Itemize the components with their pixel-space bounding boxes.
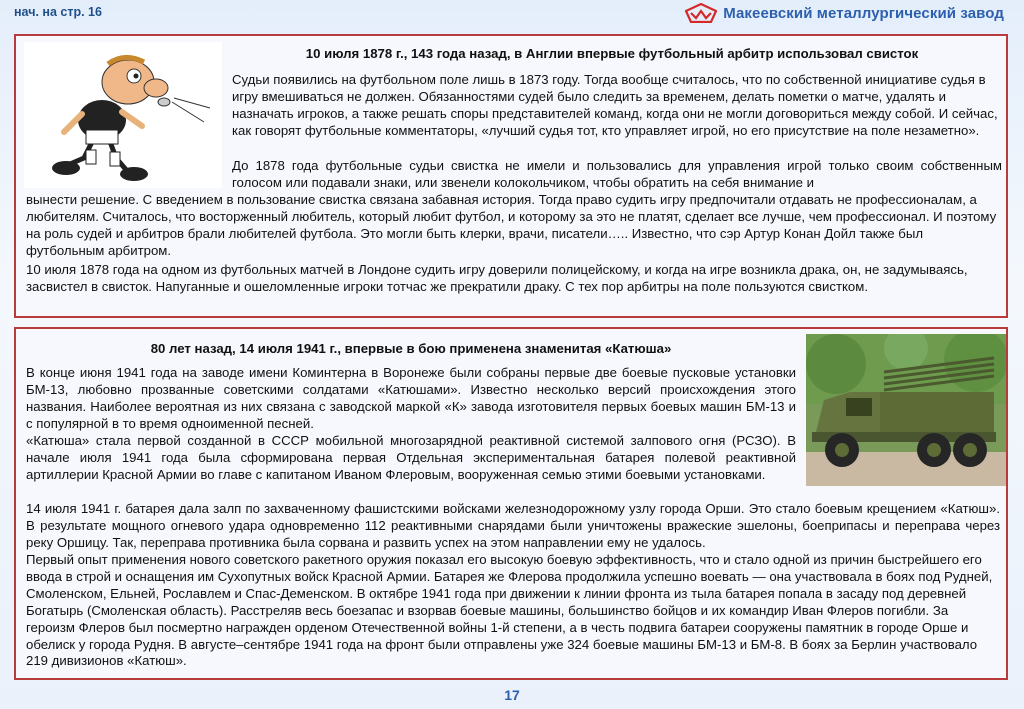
article-1-paragraph-2b: вынести решение. С введением в пользование свистка связана забавная история. Тогда право судить игру предпочитали отдавать не профессионалам, а любителям. Считалось, что восторженный любитель, который любит футбол, и которому за это не платят, сделает все лучше, чем профессионал. И поэтому на роль судей и арбитров брали любителей футбола. Это могли быть клерки, врачи, писатели….. Известно, что сэр Артур Конан Дойл также был футбольным арбитром. bbox=[26, 192, 997, 258]
referee-cartoon-image bbox=[24, 42, 222, 188]
brand-header bbox=[685, 3, 1004, 23]
article-2-paragraph-1: В конце июня 1941 года на заводе имени Коминтерна в Воронеже были собраны первые две боевые пусковые установки БМ-13, любовно прозванные советскими солдатами «Катюшами». Известно несколько версий происхождения этого названия. Наиболее вероятная из них связана с заводской маркой «К» завода изготовителя первых боевых машин БМ-13 и с популярной в то время одноименной песней. bbox=[26, 365, 796, 431]
article-1-paragraph-3: 10 июля 1878 года на одном из футбольных матчей в Лондоне судить игру доверили полицейскому, и когда на игре возникла драка, он, не задумываясь, засвистел в свисток. Напуганные и ошеломленные игроки тотчас же прекратили драку. С тех пор арбитры на поле пользуются свистком. bbox=[26, 262, 968, 294]
article-2-paragraph-2: «Катюша» стала первой созданной в СССР мобильной многозарядной реактивной системой залпового огня (РСЗО). В начале июля 1941 года была сформирована первая Отдельная экспериментальная батарея полевой реактивной артиллерии Красной Армии во главе с капитаном Иваном Флеровым, вооруженная семью этими боевыми установками. bbox=[26, 433, 796, 482]
back-page-link[interactable]: нач. на стр. 16 bbox=[14, 5, 102, 19]
article-2-title: 80 лет назад, 14 июля 1941 г., впервые в бою применена знаменитая «Катюша» bbox=[150, 341, 672, 356]
page-number: 17 bbox=[504, 687, 520, 703]
katyusha-truck-photo bbox=[806, 334, 1006, 486]
article-2-paragraph-4: Первый опыт применения нового советского ракетного оружия показал его высокую боевую эффективность, что и стало одной из причин быстрейшего его ввода в строй и оснащения им Сухопутных войск Красной Армии. Батарея же Флерова продолжила успешно воевать — она участвовала в боях под Рудней, Смоленском, Ельней, Рославлем и Спас-Деменском. В октябре 1941 года при движении к линии фронта из тыла батарея попала в засаду под деревней Богатырь (Смоленская область). Расстреляв весь боезапас и взорвав боевые машины, большинство бойцов и их командир Иван Флеров погибли. За героизм Флеров был посмертно награжден орденом Отечественной войны 1-й степени, а в честь подвига батареи сооружены памятник в городе Орше и обелиск у города Рудня. В августе–сентябре 1941 года на фронт были отправлены уже 324 боевые машины БМ-13 и БМ-8. В боях за Берлин участвовало 219 дивизионов «Катюш». bbox=[26, 552, 993, 669]
article-1-paragraph-1: Судьи появились на футбольном поле лишь в 1873 году. Тогда вообще считалось, что по собственной инициативе судья в игру вмешиваться не должен. Обязанностями судей было следить за временем, делать пометки о матче, удалять и назначать игроков, а также решать споры представителей команд, когда они не могли договориться между собой. И сейчас, как говорят футбольные комментаторы, «лучший судья тот, кто управляет игрой, но его присутствие на поле незаметно». bbox=[232, 72, 998, 138]
company-name: Макеевский металлургический завод bbox=[723, 4, 1004, 22]
article-1-paragraph-2a: До 1878 года футбольные судьи свистка не имели и пользовались для управления игрой только своим собственным голосом или подавали знаки, или звенели колокольчиком, чтобы обратить на себя внимание и bbox=[232, 158, 1002, 190]
article-1-title: 10 июля 1878 г., 143 года назад, в Англии впервые футбольный арбитр использовал свисток bbox=[305, 46, 919, 61]
article-referee-whistle bbox=[14, 34, 1008, 318]
company-logo-icon bbox=[685, 3, 717, 23]
article-2-paragraph-3: 14 июля 1941 г. батарея дала залп по захваченному фашистскими войсками железнодорожному узлу города Орши. Это стало боевым крещением «Катюш». В результате мощного огневого удара одновременно 112 реактивными снарядами были уничтожены вражеские эшелоны, боеприпасы и переправа через реку Оршицу. Так, переправа противника была сорвана и развить успех на этом направлении ему не удалось. bbox=[26, 501, 1000, 550]
article-katyusha bbox=[14, 327, 1008, 680]
